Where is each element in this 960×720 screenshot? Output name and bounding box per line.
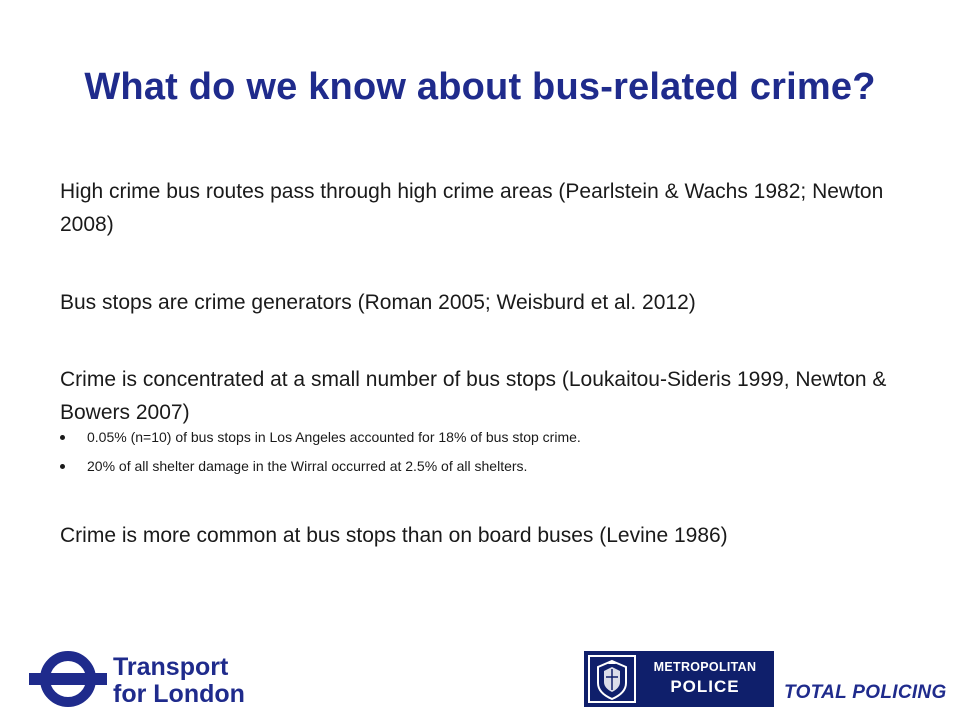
paragraph-bus-stops-vs-board: Crime is more common at bus stops than on board buses (Levine 1986) xyxy=(60,524,728,547)
bullet-dot-icon xyxy=(60,435,65,440)
paragraph-high-crime-routes: High crime bus routes pass through high crime areas (Pearlstein & Wachs 1982; Newton 2008) xyxy=(60,180,884,236)
slide-title: What do we know about bus-related crime? xyxy=(84,66,876,108)
tfl-logo-text xyxy=(113,654,245,708)
tfl-line2: for London xyxy=(113,680,245,708)
bullet-list xyxy=(60,428,930,486)
met-crest-icon xyxy=(588,655,636,703)
bullet-text: 20% of all shelter damage in the Wirral occurred at 2.5% of all shelters. xyxy=(87,458,528,474)
bullet-text: 0.05% (n=10) of bus stops in Los Angeles accounted for 18% of bus stop crime. xyxy=(87,429,581,445)
bullet-dot-icon xyxy=(60,464,65,469)
total-policing-tagline: TOTAL POLICING xyxy=(784,682,947,703)
met-police-logo xyxy=(584,651,774,707)
paragraph-bus-stops-generators: Bus stops are crime generators (Roman 2005; Weisburd et al. 2012) xyxy=(60,291,696,314)
met-line1: METROPOLITAN xyxy=(653,660,757,674)
met-line2: POLICE xyxy=(670,677,740,696)
bullet-item xyxy=(60,428,930,446)
paragraph-crime-concentrated: Crime is concentrated at a small number of bus stops (Loukaitou-Sideris 1999, Newton & Bowers 2007) xyxy=(60,368,887,424)
bullet-item xyxy=(60,457,930,475)
tfl-line1: Transport xyxy=(113,653,229,681)
